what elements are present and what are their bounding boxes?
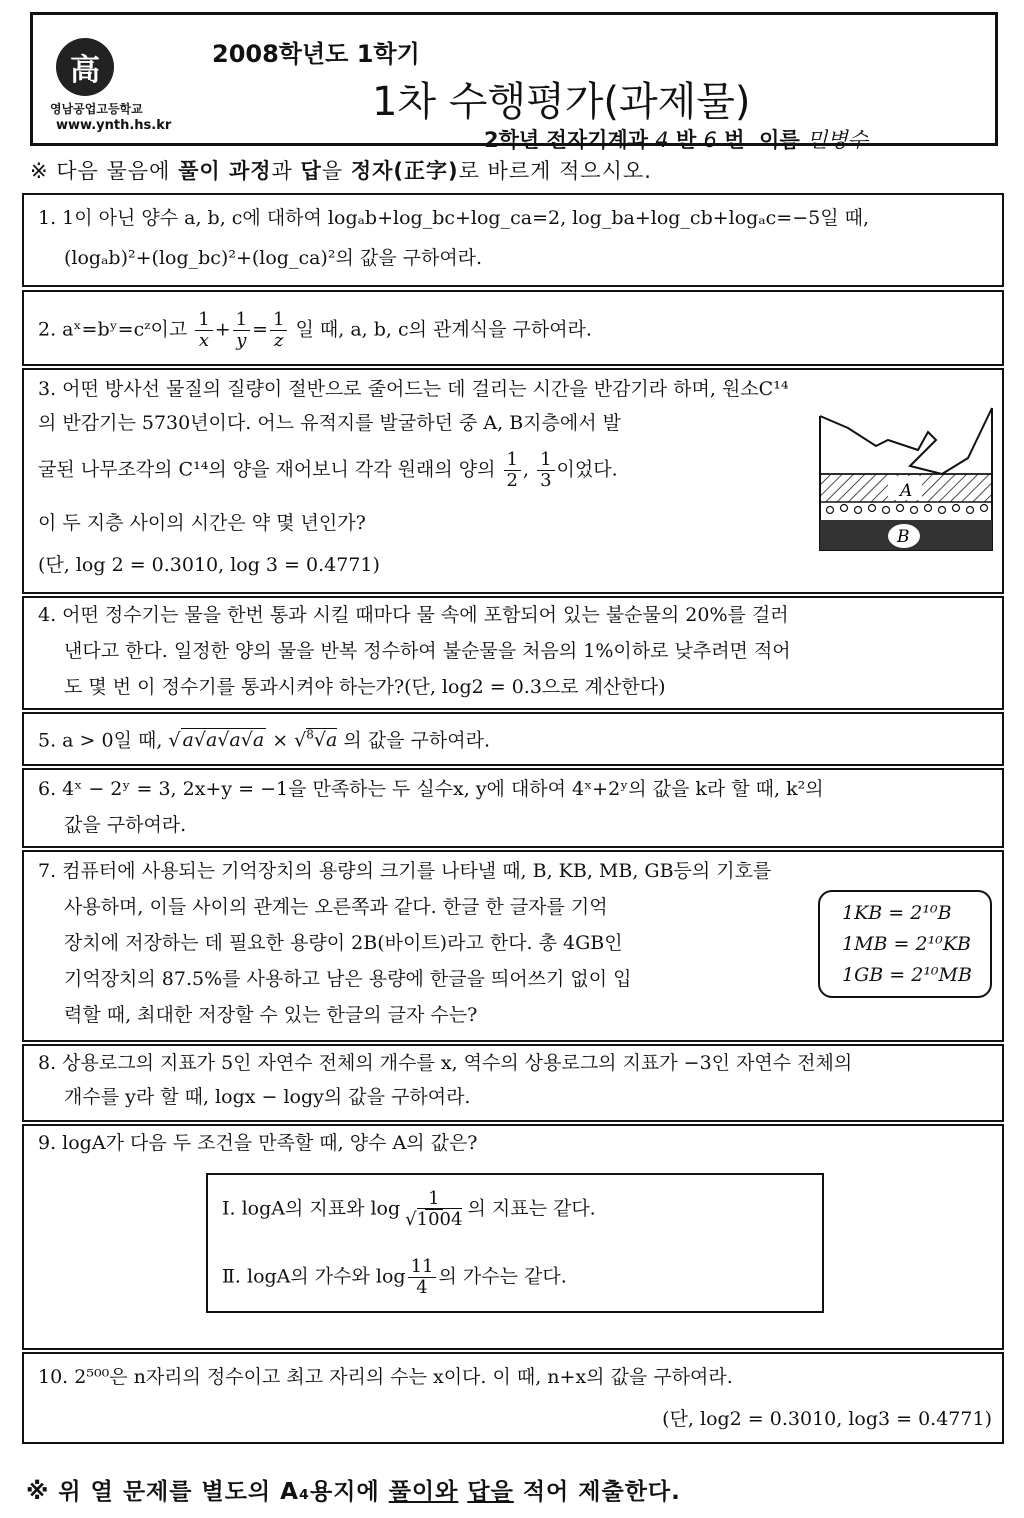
year-semester: 2008학년도 1학기: [212, 40, 420, 68]
relation-mb: 1MB = 2¹⁰KB: [842, 933, 971, 955]
question-3-line-3: 굴된 나무조각의 C¹⁴의 양을 재어보니 각각 원래의 양의 $\frac{1}{2}$ , $\frac{1}{3}$ 이었다.: [38, 449, 618, 491]
instruction-mid-1: 과: [271, 159, 293, 183]
instruction-prefix: ※ 다음 물음에: [30, 159, 171, 183]
question-4-box: [22, 596, 1004, 710]
footer-post: 적어 제출한다.: [522, 1479, 681, 1505]
school-name: 영남공업고등학교: [50, 102, 143, 116]
question-3-line-5: (단, log 2 = 0.3010, log 3 = 0.4771): [38, 554, 380, 576]
question-10-line-1: 10. 2⁵⁰⁰은 n자리의 정수이고 최고 자리의 수는 x이다. 이 때, n+x의 값을 구하여라.: [38, 1366, 733, 1388]
condition-2-pre: Ⅱ. logA의 가수와 log: [222, 1265, 406, 1288]
footer-note: [26, 1473, 681, 1506]
student-info: [484, 124, 868, 154]
question-4-line-3: 도 몇 번 이 정수기를 통과시켜야 하는가?(단, log2 = 0.3으로 계산한다): [64, 676, 666, 698]
student-number: 6: [703, 128, 717, 152]
instruction-suffix: 로 바르게 적으시오.: [458, 159, 652, 183]
question-8-line-2: 개수를 y라 할 때, logx − logy의 값을 구하여라.: [64, 1086, 471, 1108]
fraction-1-over-y: $\frac{1}{y}$: [233, 310, 250, 351]
label-b: B: [897, 527, 910, 547]
school-logo: 高: [56, 38, 114, 96]
school-website: www.ynth.hs.kr: [56, 118, 172, 133]
question-7-line-3: 장치에 저장하는 데 필요한 용량이 2B(바이트)라고 한다. 총 4GB인: [64, 932, 623, 954]
question-7-line-4: 기억장치의 87.5%를 사용하고 남은 용량에 한글을 띄어쓰기 없이 입: [64, 968, 632, 990]
fraction-1-over-sqrt1004: $\frac{1}{√1004}$: [405, 1188, 463, 1230]
fraction-1-over-2: $\frac{1}{2}$: [504, 450, 521, 491]
question-7-line-5: 력할 때, 최대한 저장할 수 있는 한글의 글자 수는?: [64, 1004, 478, 1026]
instruction-bold-3: 정자(正字): [350, 159, 459, 183]
class-label: 반: [675, 128, 697, 152]
question-1-line-2: (logₐb)²+(log_bc)²+(log_ca)²의 값을 구하여라.: [64, 247, 483, 269]
instruction-bold-2: 답: [300, 159, 322, 183]
question-4-line-1: 4. 어떤 정수기는 물을 한번 통과 시킬 때마다 물 속에 포함되어 있는 불순물의 20%를 걸러: [38, 604, 789, 626]
student-grade-dept: 2학년 전자기계과: [484, 128, 648, 152]
question-5-post: 의 값을 구하여라.: [343, 729, 491, 752]
question-4-line-2: 낸다고 한다. 일정한 양의 물을 반복 정수하여 불순물을 처음의 1%이하로 낮추려면 적어: [64, 640, 791, 662]
question-7-line-2: 사용하며, 이들 사이의 관계는 오른쪽과 같다. 한글 한 글자를 기억: [64, 896, 608, 918]
condition-1-post: 의 지표는 같다.: [467, 1197, 596, 1220]
pebble-layer: [827, 505, 988, 514]
fraction-1-over-x: $\frac{1}{x}$: [195, 310, 212, 351]
question-9-conditions: [206, 1173, 824, 1313]
question-8-box: [22, 1044, 1004, 1122]
class-number: 4: [655, 128, 669, 152]
page-title: 1차 수행평가(과제물): [372, 79, 751, 125]
condition-1-pre: Ⅰ. logA의 지표와 log: [222, 1197, 401, 1220]
question-2-text: 2. aˣ=bʸ=cᶻ이고 $\frac{1}{x}$ + $\frac{1}{y}$ = $\frac{1}{z}$ 일 때, a, b, c의 관계식을 구하여라.: [38, 309, 592, 351]
fraction-1-over-z: $\frac{1}{z}$: [270, 310, 287, 351]
fraction-11-over-4: $\frac{11}{4}$: [408, 1257, 437, 1298]
question-9-line-1: 9. logA가 다음 두 조건을 만족할 때, 양수 A의 값은?: [38, 1132, 478, 1154]
condition-1: [222, 1189, 596, 1230]
question-2-post: 일 때, a, b, c의 관계식을 구하여라.: [295, 318, 592, 341]
instruction: [30, 155, 652, 185]
question-8-line-1: 8. 상용로그의 지표가 5인 자연수 전체의 개수를 x, 역수의 상용로그의 지표가 −3인 자연수 전체의: [38, 1052, 853, 1074]
question-3-line-3-post: 이었다.: [556, 458, 618, 481]
student-name: 민병수: [807, 128, 868, 152]
instruction-mid-2: 을: [321, 159, 344, 183]
question-6-line-1: 6. 4ˣ − 2ʸ = 3, 2x+y = −1을 만족하는 두 실수x, y에 대하여 4ˣ+2ʸ의 값을 k라 할 때, k²의: [38, 778, 824, 800]
question-7-line-1: 7. 컴퓨터에 사용되는 기억장치의 용량의 크기를 나타낼 때, B, KB, MB, GB등의 기호를: [38, 860, 772, 882]
footer-underline-2: 답을: [467, 1479, 514, 1505]
question-10-box: [22, 1352, 1004, 1444]
footer-pre: ※ 위 열 문제를 별도의 A₄용지에: [26, 1479, 380, 1505]
question-1-box: [22, 193, 1004, 287]
strata-diagram: [818, 396, 994, 552]
relation-kb: 1KB = 2¹⁰B: [842, 902, 952, 924]
number-label: 번: [724, 128, 745, 152]
question-10-line-2: (단, log2 = 0.3010, log3 = 0.4771): [662, 1408, 992, 1430]
question-2-box: [22, 290, 1004, 366]
question-5-pre: 5. a > 0일 때,: [38, 729, 163, 752]
question-6-box: [22, 768, 1004, 848]
label-a: A: [900, 481, 913, 501]
question-3-line-4: 이 두 지층 사이의 시간은 약 몇 년인가?: [38, 512, 366, 534]
question-2-pre: 2. aˣ=bʸ=cᶻ이고: [38, 318, 188, 341]
condition-2: [222, 1257, 567, 1298]
footer-underline-1: 풀이와: [388, 1479, 459, 1505]
question-5-text: [38, 728, 992, 752]
question-5-box: [22, 712, 1004, 766]
relation-gb: 1GB = 2¹⁰MB: [842, 964, 972, 986]
question-1-line-1: 1. 1이 아닌 양수 a, b, c에 대하여 logₐb+log_bc+log_ca=2, log_ba+log_cb+logₐc=−5일 때,: [38, 207, 870, 229]
question-6-line-2: 값을 구하여라.: [64, 814, 187, 836]
nested-radical-expression: √ a√a√a√a × √$^8$√a: [168, 728, 338, 752]
instruction-bold-1: 풀이 과정: [178, 159, 272, 183]
question-3-line-3-pre: 굴된 나무조각의 C¹⁴의 양을 재어보니 각각 원래의 양의: [38, 458, 496, 481]
fraction-1-over-3: $\frac{1}{3}$: [537, 450, 554, 491]
capacity-relation-box: [818, 890, 992, 998]
condition-2-post: 의 가수는 같다.: [438, 1265, 567, 1288]
question-3-line-2: 의 반감기는 5730년이다. 어느 유적지를 발굴하던 중 A, B지층에서 발: [38, 412, 621, 434]
question-3-line-1: 3. 어떤 방사선 물질의 질량이 절반으로 줄어드는 데 걸리는 시간을 반감기라 하며, 원소C¹⁴: [38, 378, 789, 400]
name-label: 이름: [759, 128, 800, 152]
